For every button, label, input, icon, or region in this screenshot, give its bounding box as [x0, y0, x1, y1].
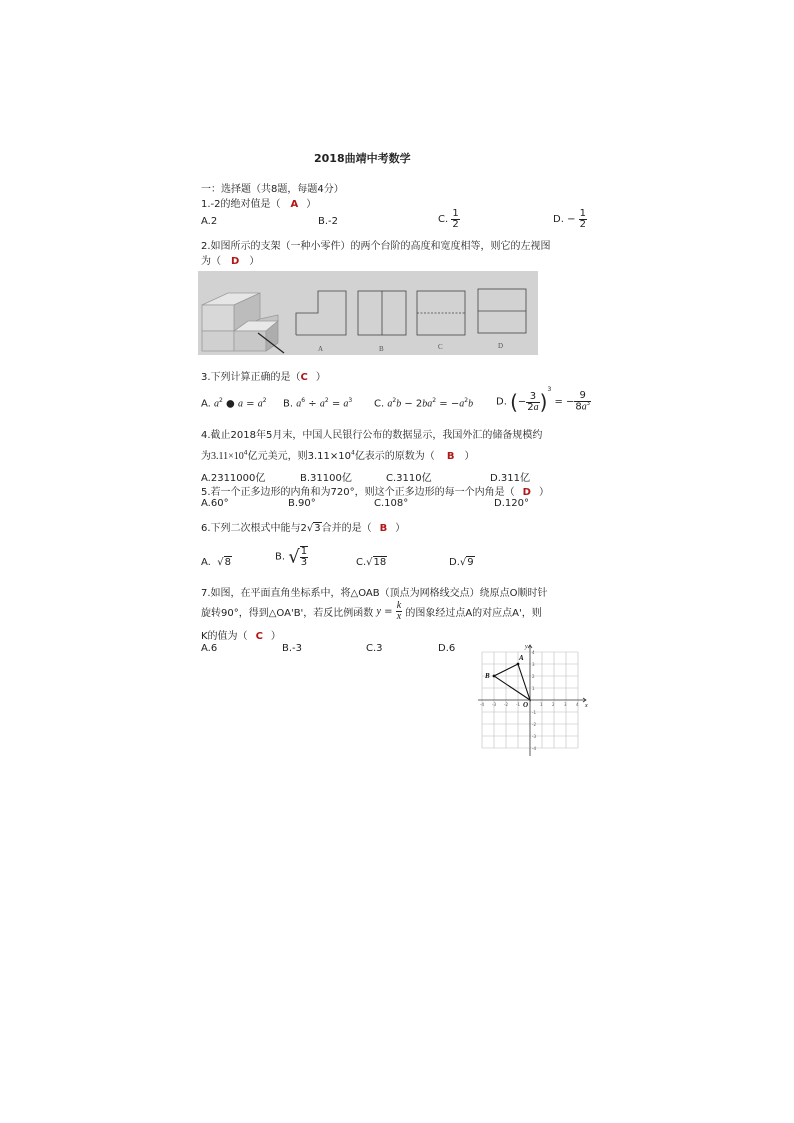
answer-4: B [446, 451, 455, 462]
q6-option-d: D.√9 [449, 557, 474, 568]
question-7-stem-line2: 旋转90°，得到△OA'B'，若反比例函数 y = $\frac{k}{x}$ 的图象经过点A的对应点A'，则 [201, 600, 542, 622]
q1-option-b: B.-2 [318, 216, 339, 227]
q7-option-b: B.-3 [282, 643, 303, 654]
answer-3: C [300, 372, 308, 383]
label-d: D [498, 342, 504, 350]
svg-text:4: 4 [576, 702, 579, 707]
q3-option-a: A. $a^2$ ● $a = a^2$ [201, 397, 267, 410]
question-3-stem: 3.下列计算正确的是（C ） [201, 372, 326, 383]
q1-option-d: D. − $\frac{1}{2}$ [553, 208, 587, 230]
q6-option-c: C.√18 [356, 557, 387, 568]
q7-coordinate-grid [476, 641, 594, 761]
svg-text:4: 4 [532, 650, 535, 655]
label-c: C [438, 343, 443, 351]
q4-option-b: B.31100亿 [300, 473, 352, 484]
svg-text:2: 2 [532, 674, 535, 679]
question-7-stem-line1: 7.如图，在平面直角坐标系中，将△OAB（顶点为网格线交点）绕原点O顺时针 [201, 588, 548, 599]
question-2-stem-line2: 为（ D ） [201, 256, 260, 267]
answer-1: A [290, 199, 299, 210]
answer-7: C [255, 631, 263, 642]
q7-option-a: A.6 [201, 643, 218, 654]
q3-option-b: B. $a^6 \div a^2 = a^3$ [283, 397, 353, 410]
q2-figure [198, 271, 538, 355]
svg-text:-4: -4 [480, 702, 484, 707]
svg-text:-3: -3 [532, 734, 536, 739]
q7-option-d: D.6 [438, 643, 456, 654]
label-b: B [379, 345, 384, 353]
point-b-label: B [485, 672, 490, 680]
svg-text:2: 2 [552, 702, 555, 707]
y-axis-label: y [525, 644, 528, 650]
q1-option-a: A.2 [201, 216, 218, 227]
page-title: 2018曲靖中考数学 [314, 152, 411, 165]
fraction-one-half: $\frac{1}{2}$ [452, 208, 459, 230]
svg-text:-1: -1 [516, 702, 520, 707]
q5-option-d: D.120° [494, 498, 529, 509]
answer-2: D [231, 256, 240, 267]
question-6-stem: 6.下列二次根式中能与2√3合并的是（ B ） [201, 523, 406, 534]
point-a-label: A [519, 654, 524, 662]
svg-text:1: 1 [540, 702, 543, 707]
svg-text:-2: -2 [504, 702, 508, 707]
question-1-stem: 1.-2的绝对值是（ A ） [201, 199, 317, 210]
svg-text:3: 3 [564, 702, 567, 707]
triangle-oab [493, 663, 530, 700]
q5-option-a: A.60° [201, 498, 229, 509]
q6-option-a: A. √8 [201, 557, 231, 568]
question-4-stem-line1: 4.截止2018年5月末，中国人民银行公布的数据显示，我国外汇的储备规模约 [201, 430, 543, 441]
q5-option-b: B.90° [288, 498, 316, 509]
svg-text:1: 1 [532, 686, 535, 691]
question-5-stem: 5.若一个正多边形的内角和为720°，则这个正多边形的每一个内角是（ D ） [201, 487, 549, 498]
q4-option-a: A.2311000亿 [201, 473, 266, 484]
svg-text:-1: -1 [532, 710, 536, 715]
q7-option-c: C.3 [366, 643, 383, 654]
q1-option-c: C. $\frac{1}{2}$ [438, 208, 459, 230]
x-axis-label: x [585, 703, 588, 709]
fraction-neg-half: $\frac{1}{2}$ [579, 208, 587, 230]
q5-option-c: C.108° [374, 498, 409, 509]
label-a: A [318, 345, 324, 353]
section-heading: 一：选择题（共8题，每题4分） [201, 184, 344, 195]
question-7-stem-line3: K的值为（ C ） [201, 631, 281, 642]
answer-5: D [522, 487, 531, 498]
question-2-stem-line1: 2.如图所示的支架（一种小零件）的两个台阶的高度和宽度相等，则它的左视图 [201, 241, 551, 252]
q4-option-c: C.3110亿 [386, 473, 432, 484]
svg-text:-4: -4 [532, 746, 536, 751]
svg-text:3: 3 [532, 662, 535, 667]
q6-option-b: B. √ $\frac{1}{3}$ [275, 546, 308, 568]
svg-text:-3: -3 [492, 702, 496, 707]
q3-option-c: C. $a^2b - 2ba^2 = -a^2b$ [374, 397, 474, 410]
origin-label: O [523, 701, 529, 709]
answer-6: B [379, 523, 388, 534]
q4-option-d: D.311亿 [490, 473, 530, 484]
question-4-stem-line2: 为$3.11\times 10^4$亿元美元，则$3.11\times 10^4$亿表示的原数为（ B ） [201, 449, 475, 462]
svg-text:-2: -2 [532, 722, 536, 727]
q3-option-d: D. (− $\frac{3}{2a}$ )$^3$ = − $\frac{9}{8a^3}$ [496, 386, 590, 414]
